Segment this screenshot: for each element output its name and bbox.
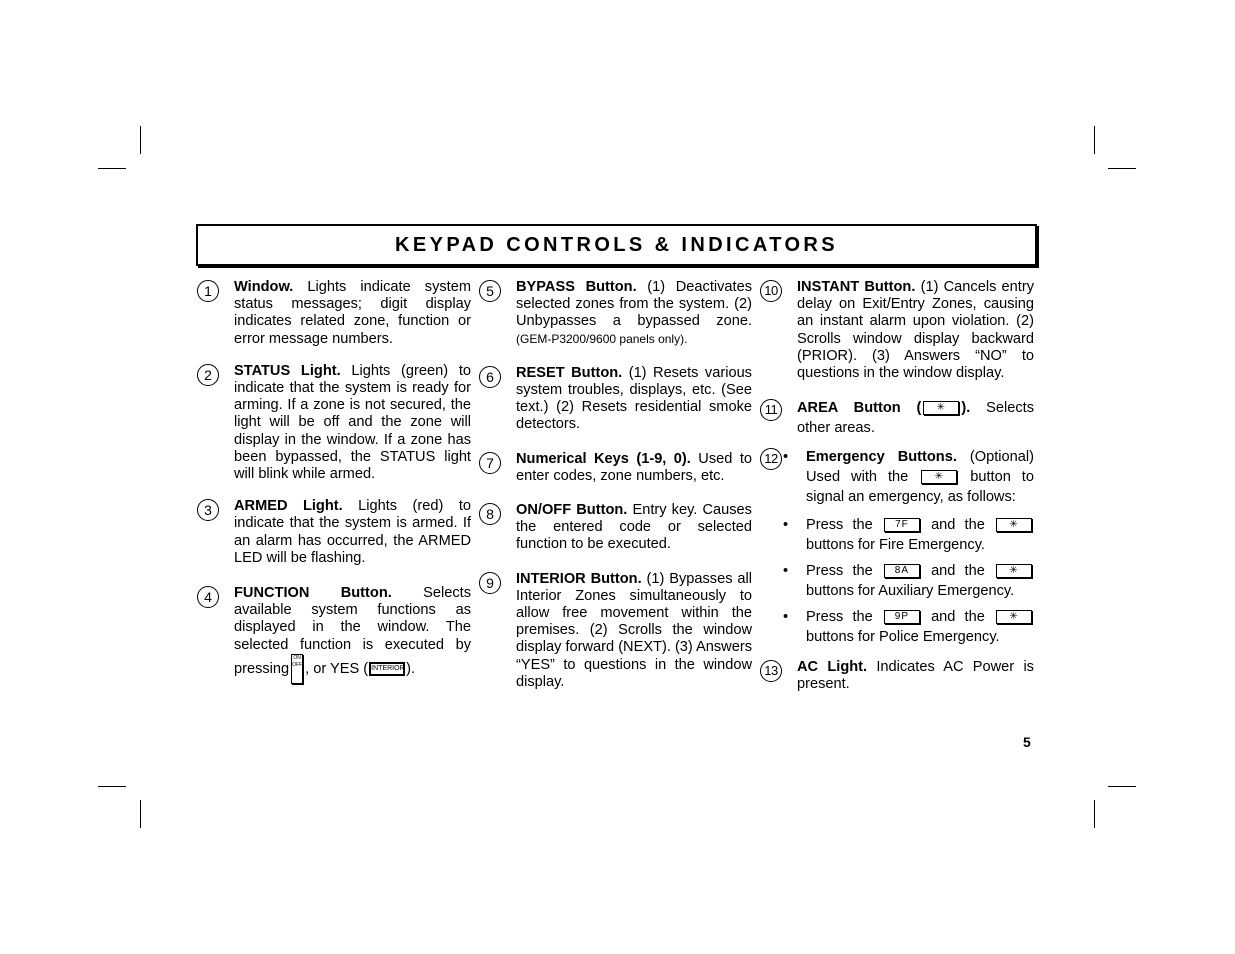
bullet-text: Press the <box>806 517 873 534</box>
crop-mark <box>1108 168 1136 169</box>
item-area-button <box>764 398 1035 438</box>
item-heading: FUNCTION Button. <box>234 585 392 602</box>
column-1 <box>204 279 471 684</box>
star-key-icon: ✳ <box>923 401 959 415</box>
bullet-text: buttons for Police Emergency. <box>806 629 1000 646</box>
bullet-icon: • <box>783 609 789 626</box>
column-2 <box>486 279 753 691</box>
star-key-icon: ✳ <box>996 610 1032 624</box>
crop-mark <box>140 800 141 828</box>
item-text: Used to enter codes, zone numbers, etc. <box>516 450 752 484</box>
item-on-off-button <box>486 502 752 554</box>
item-heading: AC Light. <box>797 659 868 676</box>
item-text: Selects available system functions as displayed in the window. The selected function is executed by pressing <box>234 585 471 677</box>
item-number: 9 <box>479 572 501 594</box>
item-note: (GEM-P3200/9600 panels only). <box>516 331 688 346</box>
item-text-end: button to signal an emergency, as follows: <box>806 469 1034 506</box>
item-text: (1) Cancels entry delay on Exit/Entry Zones, causing an instant alarm upon violation. (2) Scrolls window display backward (PRIOR). (3) Answers “NO” to questions in the window display. <box>797 279 1034 382</box>
item-number: 2 <box>197 364 219 386</box>
bullet-text: buttons for Auxiliary Emergency. <box>806 583 1015 600</box>
item-text: Indicates AC Power is present. <box>797 659 1034 693</box>
item-heading: INTERIOR Button. <box>516 570 642 587</box>
bullet-text: buttons for Fire Emergency. <box>806 537 985 554</box>
item-number: 4 <box>197 586 219 608</box>
emergency-police <box>783 607 1034 647</box>
item-heading: ON/OFF Button. <box>516 502 628 519</box>
item-heading: Window. <box>234 279 294 295</box>
item-number: 3 <box>197 499 219 521</box>
item-heading: RESET Button. <box>516 364 623 381</box>
key-9p-icon: 9P <box>884 610 920 624</box>
item-text: (1) Resets various system troubles, displays, etc. (See text.) (2) Resets residential smoke detectors. <box>516 364 752 433</box>
emergency-auxiliary <box>783 561 1034 601</box>
item-text: Lights (green) to indicate that the system is ready for arming. If a zone is not secured, the light will be off and the zone will display in the window. If a zone has been bypassed, the STATUS light will blink while armed. <box>234 362 471 483</box>
crop-mark <box>1108 786 1136 787</box>
bullet-text: Press the <box>806 563 873 580</box>
item-text: Selects other areas. <box>797 400 1035 437</box>
title-box <box>196 224 1037 266</box>
item-number: 11 <box>760 399 782 421</box>
item-reset-button <box>486 364 752 434</box>
star-key-icon: ✳ <box>921 470 957 484</box>
crop-mark <box>140 126 141 154</box>
emergency-intro <box>783 447 1034 507</box>
bullet-text: and the <box>931 517 985 534</box>
item-number: 8 <box>479 503 501 525</box>
item-text: (1) Deactivates selected zones from the system. (2) Unbypasses a bypassed zone. <box>516 279 753 330</box>
item-interior-button <box>486 570 752 691</box>
page-title: KEYPAD CONTROLS & INDICATORS <box>395 233 838 256</box>
item-text-end: ). <box>406 660 416 677</box>
item-heading: Numerical Keys (1-9, 0). <box>516 450 691 467</box>
item-bypass-button <box>486 279 753 348</box>
star-key-icon: ✳ <box>996 564 1032 578</box>
page-number: 5 <box>1023 734 1031 750</box>
bullet-text: and the <box>931 609 985 626</box>
item-instant-button <box>764 279 1034 382</box>
item-emergency-buttons <box>764 447 1034 647</box>
key-8a-icon: 8A <box>884 564 920 578</box>
bullet-icon: • <box>783 517 789 534</box>
item-armed-light <box>204 498 471 567</box>
item-text-mid: , or YES ( <box>305 660 369 677</box>
item-heading-end: ). <box>961 400 971 417</box>
key-7f-icon: 7F <box>884 518 920 532</box>
item-text: (Optional) Used with the <box>806 449 1034 486</box>
item-heading: INSTANT Button. <box>797 279 916 295</box>
item-number: 6 <box>479 366 501 388</box>
emergency-fire <box>783 515 1034 555</box>
item-number: 1 <box>197 280 219 302</box>
crop-mark <box>98 786 126 787</box>
item-heading: AREA Button ( <box>797 400 922 417</box>
on-off-key-icon: ON OFF <box>291 654 303 684</box>
item-number: 10 <box>760 280 782 302</box>
bullet-icon: • <box>783 449 789 466</box>
item-numerical-keys <box>486 450 752 485</box>
item-text: Lights (red) to indicate that the system is armed. If an alarm has occurred, the ARMED LED will be flashing. <box>234 498 471 566</box>
item-heading: STATUS Light. <box>234 362 341 379</box>
column-3 <box>764 279 1035 694</box>
item-status-light <box>204 362 471 483</box>
item-number: 12 <box>760 448 782 470</box>
item-text: Entry key. Causes the entered code or selected function to be executed. <box>516 502 752 553</box>
item-number: 13 <box>760 660 782 682</box>
crop-mark <box>1094 126 1095 154</box>
item-text: (1) Bypasses all Interior Zones simultaneously to allow free movement within the premises. (2) Scrolls the window display forward (NEXT). (3) Answers “YES” to questions in the window display. <box>516 570 752 690</box>
item-function-button <box>204 585 471 684</box>
item-number: 7 <box>479 452 501 474</box>
item-number: 5 <box>479 280 501 302</box>
crop-mark <box>98 168 126 169</box>
item-heading: ARMED Light. <box>234 498 343 515</box>
item-heading: BYPASS Button. <box>516 279 637 295</box>
item-ac-light <box>764 659 1034 693</box>
bullet-icon: • <box>783 563 789 580</box>
bullet-text: Press the <box>806 609 873 626</box>
item-text: Lights indicate system status messages; digit display indicates related zone, function or error message numbers. <box>234 279 471 347</box>
star-key-icon: ✳ <box>996 518 1032 532</box>
bullet-text: and the <box>931 563 985 580</box>
crop-mark <box>1094 800 1095 828</box>
interior-key-icon: INTERIOR <box>369 662 405 676</box>
item-heading: Emergency Buttons. <box>806 449 957 466</box>
item-window <box>204 279 471 348</box>
